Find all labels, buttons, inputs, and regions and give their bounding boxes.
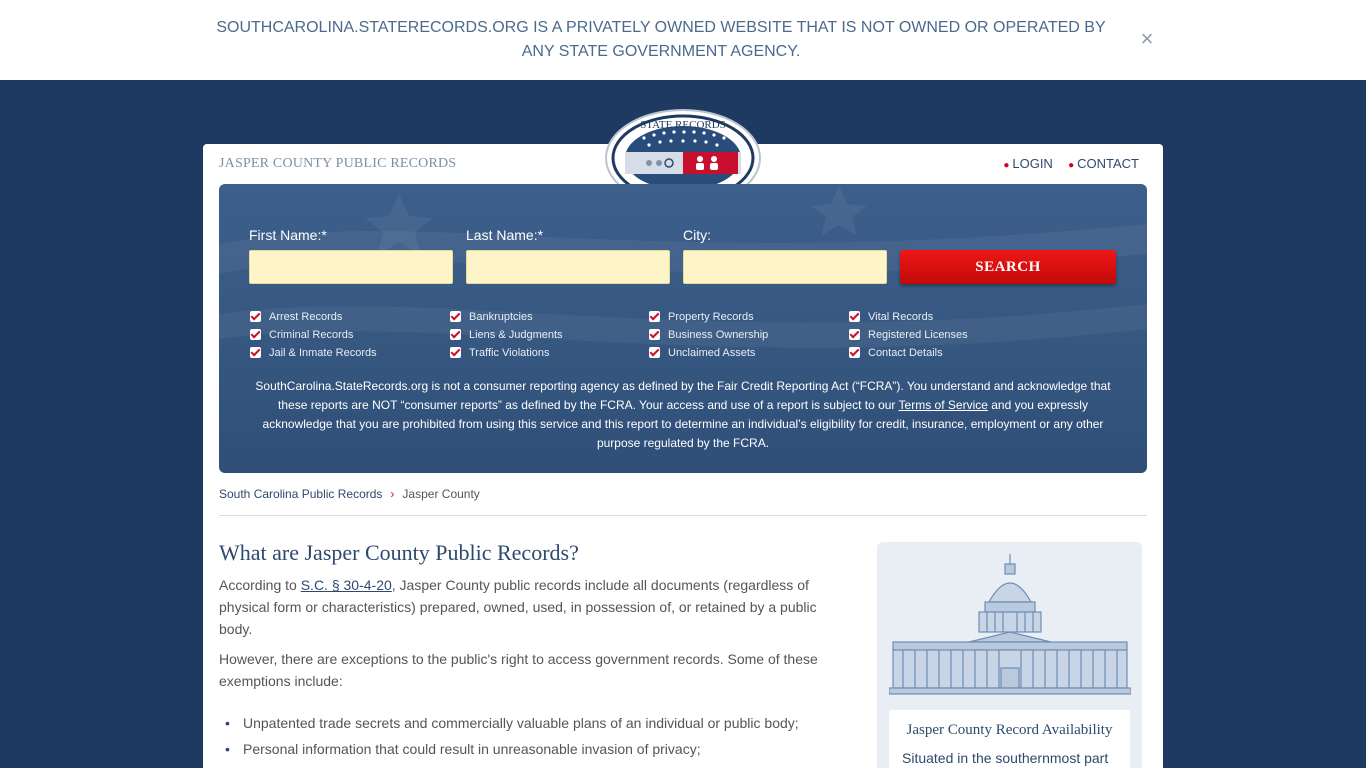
logo-top-text: STATE RECORDS [640, 119, 726, 131]
paragraph-text: According to [219, 577, 301, 593]
checkbox-jail-inmate-records[interactable] [250, 346, 377, 360]
article-paragraph [219, 574, 829, 640]
first-name-input[interactable] [249, 250, 453, 284]
last-name-input[interactable] [466, 250, 670, 284]
last-name-label: Last Name:* [466, 227, 544, 243]
site-name: JASPER COUNTY PUBLIC RECORDS [219, 156, 457, 171]
checkbox-label: Registered Licenses [868, 329, 968, 341]
article [219, 540, 829, 762]
checkbox-label: Liens & Judgments [469, 329, 563, 341]
checkbox-checked-icon [450, 329, 461, 340]
record-availability-text: Situated in the southernmost part [902, 750, 1109, 766]
checkbox-checked-icon [649, 311, 660, 322]
exemptions-list [219, 710, 829, 762]
capitol-building-icon [889, 550, 1131, 700]
checkbox-checked-icon [649, 329, 660, 340]
main-card [203, 119, 1163, 768]
checkbox-traffic-violations[interactable] [450, 346, 550, 360]
first-name-label: First Name:* [249, 227, 327, 243]
checkbox-checked-icon [450, 311, 461, 322]
checkbox-registered-licenses[interactable] [849, 328, 968, 342]
bullet-icon: ● [1003, 160, 1010, 171]
chevron-right-icon: › [390, 487, 395, 501]
fcra-text-start: SouthCarolina.StateRecords.org is not a consumer reporting agency as defined by the Fair Credit Reporting Act (“FCRA”). You understand and acknowledge that these reports are NOT “consumer reports” as defined by the FCRA. Your access and use of a report is subject to our [255, 379, 1111, 412]
page-title: What are Jasper County Public Records? [219, 540, 579, 565]
checkbox-contact-details[interactable] [849, 346, 943, 360]
divider [219, 515, 1147, 516]
checkbox-checked-icon [849, 329, 860, 340]
bullet-icon: ● [1068, 160, 1075, 171]
breadcrumb [219, 487, 480, 501]
list-item: • Personal information that could result in unreasonable invasion of privacy; [219, 736, 829, 762]
checkbox-label: Unclaimed Assets [668, 347, 756, 359]
city-label: City: [683, 227, 711, 243]
terms-of-service-link[interactable]: Terms of Service [898, 398, 988, 412]
checkbox-checked-icon [849, 347, 860, 358]
checkbox-unclaimed-assets[interactable] [649, 346, 755, 360]
sidebar [877, 542, 1142, 768]
breadcrumb-south-carolina[interactable]: South Carolina Public Records [219, 487, 383, 501]
fcra-text-end: and you expressly acknowledge that you are prohibited from using this service and this report to determine an individual’s eligibility for credit, insurance, employment or any other purpose regulated by the FCRA. [262, 398, 1104, 450]
checkbox-label: Arrest Records [269, 311, 343, 323]
record-availability-title: Jasper County Record Availability [906, 722, 1113, 738]
checkbox-label: Criminal Records [269, 329, 354, 341]
contact-link[interactable]: CONTACT [1077, 156, 1139, 171]
checkbox-label: Traffic Violations [469, 347, 550, 359]
checkbox-checked-icon [450, 347, 461, 358]
checkbox-liens-judgments[interactable] [450, 328, 563, 342]
fcra-disclaimer [249, 377, 1117, 453]
checkbox-label: Bankruptcies [469, 311, 533, 323]
paragraph-text: , Jasper County public records include all documents (regardless of physical form or characteristics) prepared, owned, used, in possession of, or retained by a public body. [219, 577, 817, 637]
checkbox-checked-icon [250, 329, 261, 340]
checkbox-vital-records[interactable] [849, 310, 933, 324]
top-links [1003, 156, 1139, 171]
checkbox-label: Jail & Inmate Records [269, 347, 377, 359]
checkbox-checked-icon [849, 311, 860, 322]
city-input[interactable] [683, 250, 887, 284]
checkbox-label: Property Records [668, 311, 754, 323]
privacy-notice-bar [0, 0, 1366, 80]
record-availability-card [889, 710, 1130, 768]
checkbox-label: Contact Details [868, 347, 943, 359]
checkbox-bankruptcies[interactable] [450, 310, 533, 324]
privacy-notice-text: SOUTHCAROLINA.STATERECORDS.ORG IS A PRIVATELY OWNED WEBSITE THAT IS NOT OWNED OR OPERATED BY ANY STATE GOVERNMENT AGENCY. [216, 19, 1106, 60]
breadcrumb-current: Jasper County [402, 487, 480, 501]
close-icon[interactable]: × [1140, 26, 1154, 51]
search-button[interactable]: SEARCH [900, 250, 1116, 284]
list-item: • Unpatented trade secrets and commercially valuable plans of an individual or public body; [219, 710, 829, 736]
checkbox-arrest-records[interactable] [250, 310, 342, 324]
checkbox-checked-icon [250, 347, 261, 358]
checkbox-checked-icon [250, 311, 261, 322]
checkbox-label: Business Ownership [668, 329, 769, 341]
checkbox-checked-icon [649, 347, 660, 358]
login-link[interactable]: LOGIN [1012, 156, 1053, 171]
article-paragraph: However, there are exceptions to the public's right to access government records. Some of these exemptions include: [219, 651, 818, 689]
checkbox-property-records[interactable] [649, 310, 754, 324]
search-panel [219, 184, 1147, 473]
checkbox-business-ownership[interactable] [649, 328, 768, 342]
checkbox-criminal-records[interactable] [250, 328, 353, 342]
checkbox-label: Vital Records [868, 311, 934, 323]
statute-link[interactable]: S.C. § 30-4-20 [300, 577, 392, 593]
